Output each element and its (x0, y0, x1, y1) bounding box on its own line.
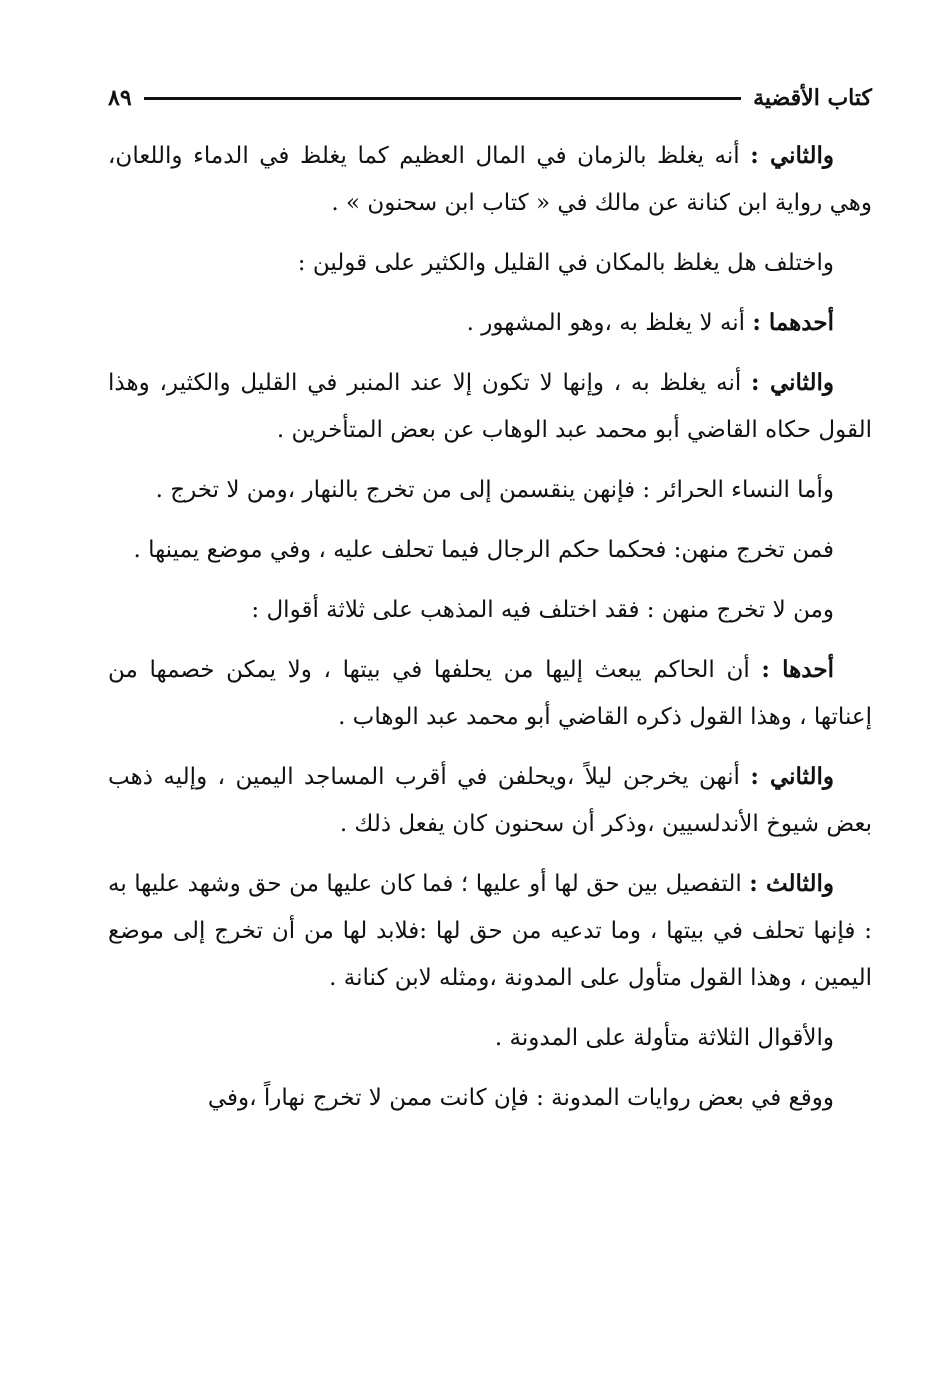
header-rule (144, 97, 741, 100)
document-page (108, 78, 872, 1134)
paragraph-lead: أحدهما : (752, 309, 834, 336)
page-number: ٨٩ (108, 85, 132, 111)
paragraph-text: التفصيل بين حق لها أو عليها ؛ فما كان عليها من حق وشهد عليها به : فإنها تحلف في بيتها ، وما تدعيه من حق لها :فلابد لها من أن تخرج إلى موضع اليمين ، وهذا القول متأول على المدونة ،ومثله لابن كنانة . (108, 871, 872, 991)
paragraph-text: والأقوال الثلاثة متأولة على المدونة . (494, 1025, 834, 1051)
paragraph (108, 466, 872, 514)
paragraph (108, 1014, 872, 1062)
paragraph-text: وأما النساء الحرائر : فإنهن ينقسمن إلى من تخرج بالنهار ،ومن لا تخرج . (155, 477, 834, 503)
paragraph-lead: والثاني : (751, 369, 834, 396)
book-title: كتاب الأقضية (753, 85, 872, 111)
paragraph-lead: والثاني : (750, 763, 834, 790)
paragraph-text: ووقع في بعض روايات المدونة : فإن كانت ممن لا تخرج نهاراً ،وفي (207, 1085, 834, 1111)
paragraph (108, 860, 872, 1002)
paragraph-lead: أحدها : (761, 656, 834, 683)
paragraph-text: أنه يغلظ بالزمان في المال العظيم كما يغلظ في الدماء واللعان، وهي رواية ابن كنانة عن مالك في « كتاب ابن سحنون » . (108, 143, 872, 216)
paragraph-lead: والثالث : (749, 870, 834, 897)
paragraph (108, 586, 872, 634)
paragraph-text: أن الحاكم يبعث إليها من يحلفها في بيتها ، ولا يمكن خصمها من إعناتها ، وهذا القول ذكره القاضي أبو محمد عبد الوهاب . (108, 657, 872, 730)
running-header (108, 78, 872, 118)
paragraph-text: ومن لا تخرج منهن : فقد اختلف فيه المذهب على ثلاثة أقوال : (251, 597, 834, 623)
paragraph (108, 132, 872, 227)
paragraph-text: فمن تخرج منهن: فحكما حكم الرجال فيما تحلف عليه ، وفي موضع يمينها . (133, 537, 834, 563)
paragraph (108, 526, 872, 574)
paragraph-lead: والثاني : (750, 142, 835, 169)
paragraph-text: أنه يغلظ به ، وإنها لا تكون إلا عند المنبر في القليل والكثير، وهذا القول حكاه القاضي أبو محمد عبد الوهاب عن بعض المتأخرين . (108, 370, 872, 443)
paragraph-text: أنه لا يغلظ به ،وهو المشهور . (466, 310, 753, 336)
paragraph (108, 646, 872, 741)
paragraph (108, 239, 872, 287)
paragraph (108, 299, 872, 347)
body-text (108, 132, 872, 1122)
paragraph (108, 359, 872, 454)
paragraph (108, 1074, 872, 1122)
paragraph-text: أنهن يخرجن ليلاً ،ويحلفن في أقرب المساجد اليمين ، وإليه ذهب بعض شيوخ الأندلسيين ،وذكر أن سحنون كان يفعل ذلك . (108, 764, 872, 837)
paragraph-text: واختلف هل يغلظ بالمكان في القليل والكثير على قولين : (297, 250, 834, 276)
paragraph (108, 753, 872, 848)
